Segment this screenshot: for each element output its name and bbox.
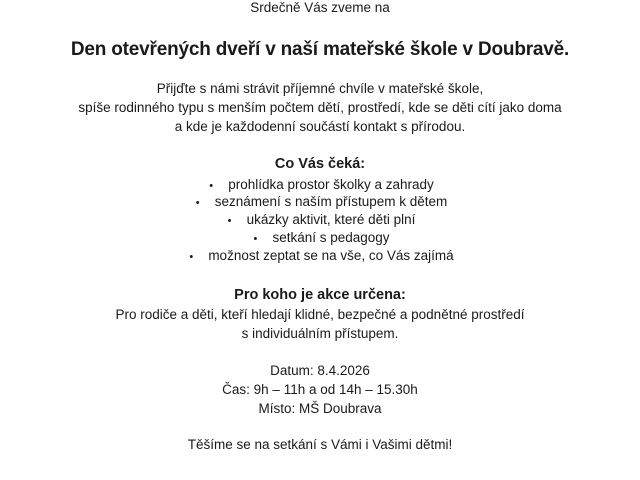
list-item-text: ukázky aktivit, které děti plní bbox=[246, 212, 416, 227]
bullet-icon: • bbox=[209, 180, 214, 192]
list-item-text: možnost zeptat se na vše, co Vás zajímá bbox=[208, 248, 454, 263]
list-item bbox=[0, 229, 640, 248]
what-awaits-heading: Co Vás čeká: bbox=[274, 156, 366, 172]
list-item-text: seznámení s naším přístupem k dětem bbox=[214, 194, 448, 209]
bullet-icon: • bbox=[227, 215, 232, 227]
list-item bbox=[0, 247, 640, 266]
audience-line-2: s individuálním přístupem. bbox=[241, 326, 399, 341]
description-line-2: spíše rodinného typu s menším počtem dětí, prostředí, kde se děti cítí jako doma bbox=[78, 100, 562, 115]
page-title: Den otevřených dveří v naší mateřské škole v Doubravě. bbox=[70, 39, 570, 60]
list-item-text: setkání s pedagogy bbox=[272, 230, 390, 245]
event-place: Místo: MŠ Doubrava bbox=[258, 401, 382, 416]
audience-heading: Pro koho je akce určena: bbox=[234, 287, 406, 303]
intro-text: Srdečně Vás zveme na bbox=[250, 0, 390, 15]
event-date: Datum: 8.4.2026 bbox=[270, 363, 370, 378]
bullet-icon: • bbox=[195, 197, 200, 209]
bullet-icon: • bbox=[189, 251, 194, 263]
audience-line-1: Pro rodiče a děti, kteří hledají klidné, bezpečné a podnětné prostředí bbox=[115, 307, 525, 322]
description-line-3: a kde je každodenní součástí kontakt s přírodou. bbox=[174, 119, 466, 134]
closing-text: Těšíme se na setkání s Vámi i Vašimi dětmi! bbox=[187, 437, 453, 452]
list-item bbox=[0, 211, 640, 230]
list-item-text: prohlídka prostor školky a zahrady bbox=[228, 177, 434, 192]
description-line-1: Přijďte s námi strávit příjemné chvíle v mateřské škole, bbox=[156, 81, 484, 96]
event-time: Čas: 9h – 11h a od 14h – 15.30h bbox=[222, 382, 418, 397]
list-item bbox=[0, 193, 640, 212]
bullet-icon: • bbox=[253, 233, 258, 245]
